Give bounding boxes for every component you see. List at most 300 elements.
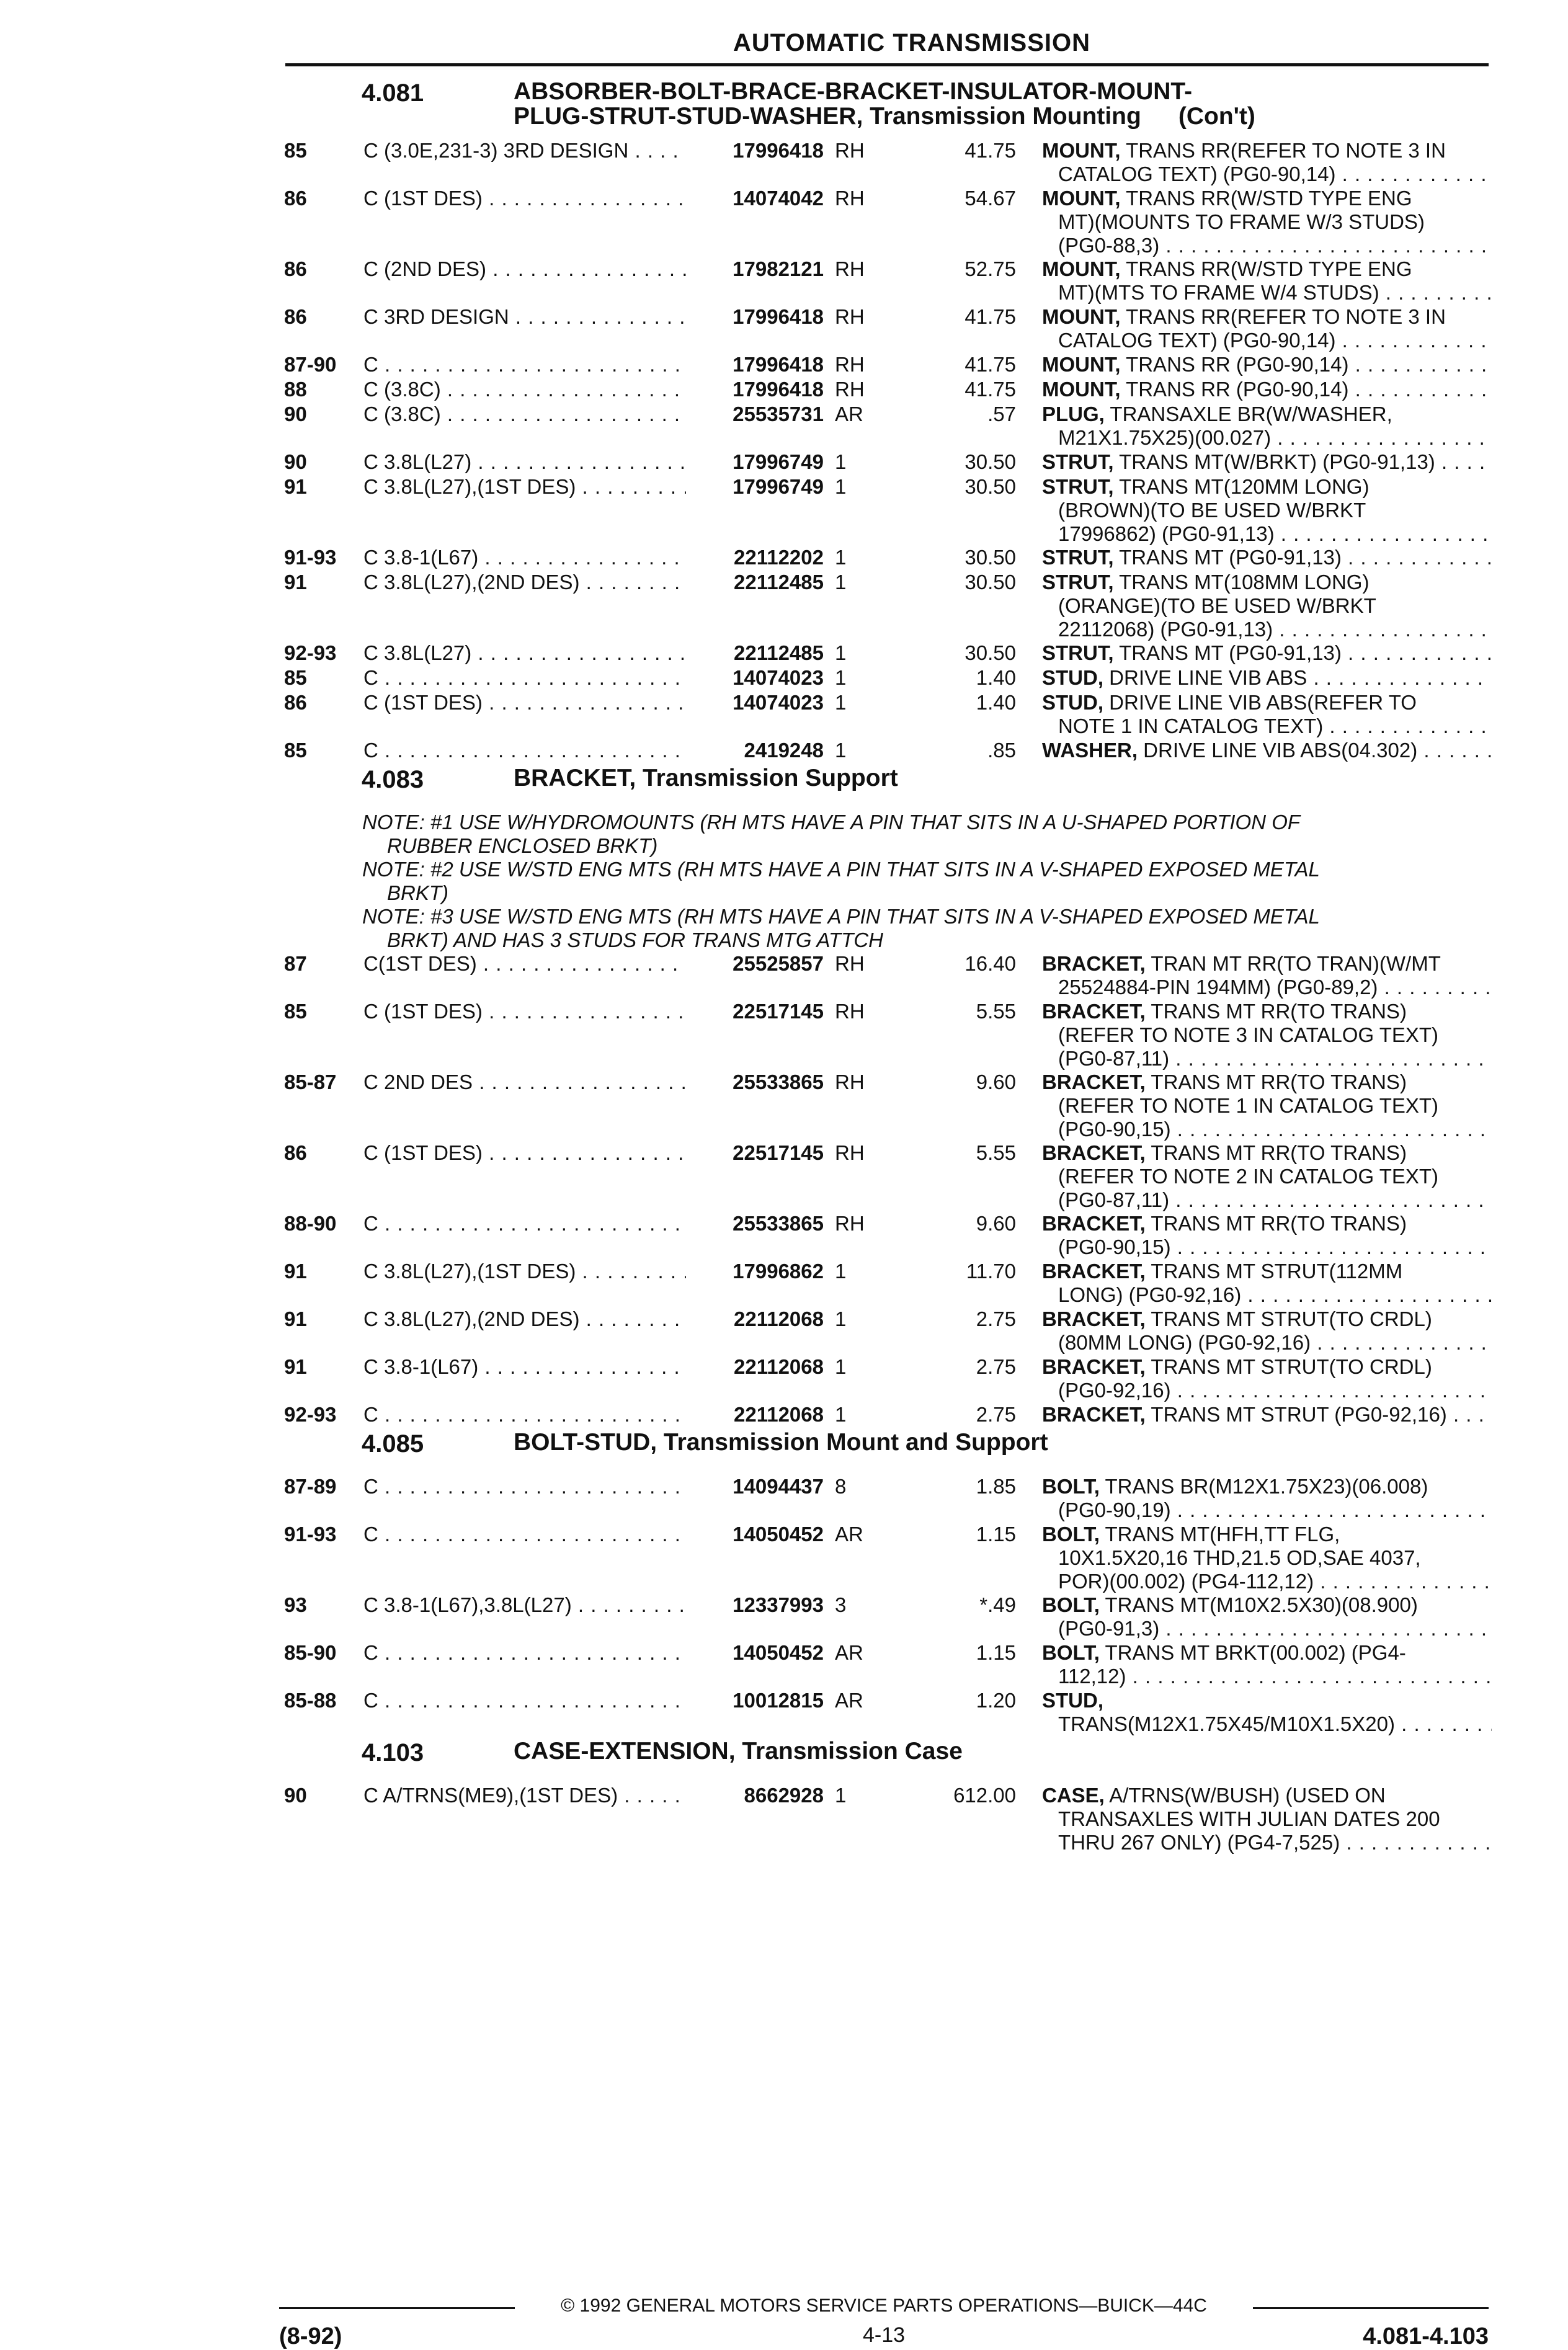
part-name [1042,1593,1492,1640]
table-row [284,1307,1494,1355]
part-name-text: (PG0-92,16) [1058,1379,1171,1402]
part-name-line [1042,618,1492,641]
model-year: 91 [284,571,307,594]
part-number: 22112485 [733,641,824,664]
note-line: NOTE: #1 USE W/HYDROMOUNTS (RH MTS HAVE A PIN THAT SITS IN A U-SHAPED PORTION OF [362,811,1301,834]
part-name-text: TRANS MT(W/BRKT) (PG0-91,13) [1113,450,1435,473]
table-row [284,1212,1494,1260]
part-name-line [1042,499,1492,522]
application-description: C 3.8L(L27) . . . [363,450,686,474]
quantity: RH [835,187,865,210]
table-row [284,691,1494,739]
part-name [1042,1000,1492,1070]
table-row [284,1784,1494,1854]
application-description: C A/TRNS(ME9),(1ST DES) . . . [363,1784,686,1807]
part-name-text: (PG0-91,3) [1058,1617,1160,1640]
model-year: 92-93 [284,641,337,664]
part-name-text: M21X1.75X25)(00.027) [1058,426,1272,449]
part-number: 22112068 [733,1355,824,1378]
model-year: 91-93 [284,546,337,569]
quantity: 1 [835,1403,847,1426]
part-number: 25535731 [733,403,824,425]
part-name [1042,1475,1492,1522]
quantity: RH [835,353,865,376]
page-title: AUTOMATIC TRANSMISSION [733,29,1091,56]
part-name-keyword: BOLT, [1042,1475,1100,1498]
part-number: 22112068 [733,1403,824,1426]
price: 30.50 [964,571,1016,594]
price: 1.85 [976,1475,1016,1498]
price: 30.50 [964,546,1016,569]
part-name-line [1042,1260,1492,1283]
application-description: C . . . [363,1523,686,1546]
part-number: 22112068 [733,1307,824,1330]
part-name-line [1042,1570,1492,1593]
application-description: C . . . [363,1403,686,1426]
part-name-keyword: MOUNT, [1042,139,1121,162]
price: 5.55 [976,1141,1016,1164]
part-name-text: (REFER TO NOTE 1 IN CATALOG TEXT) [1058,1094,1439,1117]
price: 30.50 [964,450,1016,473]
part-name-line [1042,571,1492,594]
price: 9.60 [976,1070,1016,1093]
part-name-keyword: BOLT, [1042,1641,1100,1664]
section-number: 4.085 [362,1430,424,1458]
part-name-text: 17996862) (PG0-91,13) [1058,522,1275,545]
part-name [1042,1403,1492,1426]
part-name-keyword: BRACKET, [1042,1355,1146,1378]
part-number: 25533865 [733,1212,824,1235]
application-description: C . . . [363,1689,686,1712]
price: 52.75 [964,257,1016,280]
part-name-keyword: MOUNT, [1042,378,1121,401]
part-number: 14074023 [733,691,824,714]
part-name-line [1042,139,1492,162]
part-name-text: 10X1.5X20,16 THD,21.5 OD,SAE 4037, [1058,1546,1421,1569]
part-name-keyword: STRUT, [1042,571,1114,594]
part-name-text: TRANS RR(REFER TO NOTE 3 IN [1120,139,1446,162]
part-name-text: (PG0-90,15) [1058,1118,1171,1141]
model-year: 86 [284,305,307,328]
part-name-keyword: STRUT, [1042,641,1114,664]
part-name-line [1042,1212,1492,1235]
part-name-text: POR)(00.002) (PG4-112,12) [1058,1570,1314,1593]
part-name-keyword: BOLT, [1042,1523,1100,1546]
price: 41.75 [964,305,1016,328]
quantity: RH [835,139,865,162]
application-description: C . . . [363,739,686,762]
quantity: 1 [835,1260,847,1283]
part-name [1042,353,1492,376]
quantity: AR [835,1641,863,1664]
price: 30.50 [964,475,1016,498]
model-year: 86 [284,1141,307,1164]
part-name-text: TRANS(M12X1.75X45/M10X1.5X20) [1058,1712,1395,1735]
quantity: AR [835,403,863,425]
part-name-text: (REFER TO NOTE 2 IN CATALOG TEXT) [1058,1165,1439,1188]
footer-date: (8-92) [279,2323,342,2349]
model-year: 90 [284,1784,307,1807]
application-description: C (1ST DES) . . . [363,187,686,210]
part-name-line [1042,1188,1492,1212]
part-name-line [1042,546,1492,569]
part-name-keyword: BRACKET, [1042,952,1146,975]
application-description: C 3.8L(L27),(1ST DES) . . . [363,475,686,499]
application-description: C 3.8-1(L67),3.8L(L27) . . . [363,1593,686,1617]
model-year: 85 [284,739,307,762]
part-name-keyword: MOUNT, [1042,305,1121,328]
model-year: 87-90 [284,353,337,376]
section-title [514,1739,1494,1764]
part-name-line [1042,1593,1492,1617]
part-name-text: TRANS MT BRKT(00.002) (PG4- [1099,1641,1406,1664]
part-name-keyword: BRACKET, [1042,1403,1146,1426]
part-name-text: (REFER TO NOTE 3 IN CATALOG TEXT) [1058,1023,1439,1046]
section-title-line: PLUG-STRUT-STUD-WASHER, Transmission Mounting [514,103,1141,130]
quantity: RH [835,1212,865,1235]
quantity: RH [835,305,865,328]
table-row [284,952,1494,1000]
model-year: 91 [284,1307,307,1330]
section-title [514,1430,1494,1455]
quantity: 1 [835,691,847,714]
part-name-line [1042,1807,1492,1831]
part-name-text: TRANSAXLE BR(W/WASHER, [1104,403,1392,425]
part-name-keyword: BRACKET, [1042,1212,1146,1235]
part-name-line [1042,475,1492,499]
part-name-keyword: BRACKET, [1042,1000,1146,1023]
table-row [284,1593,1494,1641]
application-description: C (3.8C) . . . [363,403,686,426]
model-year: 91 [284,1260,307,1283]
table-row [284,1260,1494,1307]
part-name-line [1042,1118,1492,1141]
part-number: 25525857 [733,952,824,975]
part-number: 14050452 [733,1641,824,1664]
part-name-line [1042,1689,1492,1712]
application-description: C 3.8L(L27),(2ND DES) . . . [363,1307,686,1331]
part-number: 17996749 [733,475,824,498]
note-line: RUBBER ENCLOSED BRKT) [387,834,658,857]
part-name-line [1042,522,1492,546]
quantity: 1 [835,641,847,664]
quantity: 1 [835,666,847,689]
price: 1.40 [976,691,1016,714]
part-name [1042,546,1492,569]
part-name-line [1042,1165,1492,1188]
table-row [284,353,1494,378]
part-name-keyword: BRACKET, [1042,1307,1146,1330]
table-row [284,666,1494,691]
part-number: 2419248 [744,739,824,762]
quantity: 1 [835,1784,847,1807]
part-name-line [1042,666,1492,690]
table-row [284,739,1494,763]
part-name-keyword: STUD, [1042,691,1103,714]
part-name-line [1042,976,1492,999]
part-name-text: TRANS MT(HFH,TT FLG, [1099,1523,1340,1546]
part-name-line [1042,1617,1492,1640]
price: 41.75 [964,139,1016,162]
note-line: BRKT) AND HAS 3 STUDS FOR TRANS MTG ATTCH [387,928,883,951]
part-name-line [1042,1831,1492,1854]
quantity: 1 [835,1307,847,1330]
model-year: 91 [284,475,307,498]
part-number: 14074042 [733,187,824,210]
part-name [1042,187,1492,257]
part-name-text: CATALOG TEXT) (PG0-90,14) [1058,329,1336,352]
part-name-text: TRANS RR(W/STD TYPE ENG [1120,257,1412,280]
application-description: C . . . [363,666,686,690]
part-name [1042,571,1492,641]
part-name-line [1042,1523,1492,1546]
part-name-line [1042,1355,1492,1379]
model-year: 85-87 [284,1070,337,1093]
part-name-text: MT)(MTS TO FRAME W/4 STUDS) [1058,281,1379,304]
price: *.49 [979,1593,1016,1616]
part-number: 17982121 [733,257,824,280]
part-name [1042,1523,1492,1593]
part-name-text: (BROWN)(TO BE USED W/BRKT [1058,499,1366,522]
part-name [1042,1641,1492,1688]
table-row [284,1523,1494,1593]
section-number: 4.103 [362,1739,424,1766]
part-number: 17996749 [733,450,824,473]
application-description: C 3.8-1(L67) . . . [363,1355,686,1379]
section-number: 4.081 [362,79,424,107]
application-description: C . . . [363,1641,686,1665]
model-year: 91 [284,1355,307,1378]
part-name-text: (PG0-87,11) [1058,1047,1170,1070]
part-name [1042,257,1492,305]
part-name-keyword: BOLT, [1042,1593,1100,1616]
application-description: C (1ST DES) . . . [363,1141,686,1165]
part-name-line [1042,1023,1492,1047]
model-year: 85 [284,1000,307,1023]
model-year: 92-93 [284,1403,337,1426]
model-year: 86 [284,187,307,210]
part-name-line [1042,1094,1492,1118]
part-name-line [1042,426,1492,450]
part-name-line [1042,1784,1492,1807]
footer-copyright: © 1992 GENERAL MOTORS SERVICE PARTS OPERATIONS—BUICK—44C [279,2295,1489,2317]
quantity: AR [835,1689,863,1712]
part-number: 17996418 [733,353,824,376]
model-year: 88-90 [284,1212,337,1235]
part-name-line [1042,1641,1492,1665]
catalog-note [362,905,1466,952]
quantity: 1 [835,1355,847,1378]
price: .57 [987,403,1016,425]
part-number: 17996418 [733,378,824,401]
part-name-line [1042,378,1492,401]
part-name-line [1042,403,1492,426]
part-name-text: (PG0-90,15) [1058,1235,1171,1258]
table-row [284,450,1494,475]
model-year: 93 [284,1593,307,1616]
price: 16.40 [964,952,1016,975]
part-name-text: TRANS BR(M12X1.75X23)(06.008) [1099,1475,1428,1498]
part-name [1042,952,1492,999]
part-name-text: TRANS MT(108MM LONG) [1113,571,1370,594]
part-name-text: DRIVE LINE VIB ABS [1103,666,1307,689]
application-description: C (1ST DES) . . . [363,1000,686,1023]
part-name-keyword: STRUT, [1042,546,1114,569]
part-name-keyword: STUD, [1042,666,1103,689]
price: .85 [987,739,1016,762]
model-year: 90 [284,403,307,425]
part-name-keyword: MOUNT, [1042,257,1121,280]
part-name [1042,450,1492,474]
section-title [514,766,1494,791]
part-number: 25533865 [733,1070,824,1093]
note-line: BRKT) [387,881,448,904]
quantity: RH [835,1141,865,1164]
part-name-text: TRANS MT(120MM LONG) [1113,475,1370,498]
quantity: 3 [835,1593,847,1616]
section-title [514,79,1494,129]
price: 1.40 [976,666,1016,689]
part-name [1042,641,1492,665]
part-name-text: 25524884-PIN 194MM) (PG0-89,2) [1058,976,1378,999]
table-row [284,1641,1494,1689]
part-name-line [1042,691,1492,714]
part-name-text: TRANS RR (PG0-90,14) [1120,353,1349,376]
part-name [1042,1260,1492,1307]
part-name-line [1042,594,1492,618]
part-name-keyword: CASE, [1042,1784,1105,1807]
part-name-line [1042,1498,1492,1522]
part-name-text: TRANS MT(M10X2.5X30)(08.900) [1099,1593,1418,1616]
application-description: C . . . [363,1475,686,1498]
part-name-line [1042,257,1492,281]
part-name-line [1042,305,1492,329]
part-name-text: DRIVE LINE VIB ABS(REFER TO [1103,691,1417,714]
catalog-note [362,858,1466,905]
part-name [1042,739,1492,762]
application-description: C (1ST DES) . . . [363,691,686,714]
table-row [284,641,1494,666]
part-name-keyword: PLUG, [1042,403,1105,425]
part-name-line [1042,952,1492,976]
part-name-text: CATALOG TEXT) (PG0-90,14) [1058,162,1336,185]
part-name-line [1042,353,1492,376]
part-number: 12337993 [733,1593,824,1616]
footer-section-range: 4.081-4.103 [1363,2323,1489,2349]
page-header [285,22,1489,66]
part-number: 8662928 [744,1784,824,1807]
part-name [1042,475,1492,546]
part-name [1042,305,1492,352]
application-description: C (3.0E,231-3) 3RD DESIGN . . . [363,139,686,162]
model-year: 87 [284,952,307,975]
part-name [1042,691,1492,738]
table-row [284,571,1494,641]
part-name-line [1042,1403,1492,1426]
part-number: 22517145 [733,1000,824,1023]
part-name-text: TRAN MT RR(TO TRAN)(W/MT [1145,952,1441,975]
part-name-line [1042,1712,1492,1736]
part-name [1042,1784,1492,1854]
part-name-text: (PG0-88,3) [1058,234,1160,257]
part-name-line [1042,1331,1492,1355]
section-continued-label: (Con't) [1178,103,1255,130]
section-title-line: CASE-EXTENSION, Transmission Case [514,1738,963,1765]
part-name-text: TRANS MT RR(TO TRANS) [1145,1141,1407,1164]
part-number: 14094437 [733,1475,824,1498]
parts-listing [284,77,1494,1854]
section-heading [284,1737,1494,1784]
part-number: 22112202 [733,546,824,569]
part-name-text: 22112068) (PG0-91,13) [1058,618,1273,641]
table-row [284,378,1494,403]
part-name-text: LONG) (PG0-92,16) [1058,1283,1242,1306]
price: 612.00 [953,1784,1016,1807]
application-description: C (2ND DES) . . . [363,257,686,281]
table-row [284,546,1494,571]
section-title-line: BRACKET, Transmission Support [514,765,898,791]
quantity: RH [835,952,865,975]
part-number: 14074023 [733,666,824,689]
application-description: C (3.8C) . . . [363,378,686,401]
price: 1.15 [976,1523,1016,1546]
part-name-line [1042,329,1492,352]
part-name-text: A/TRNS(W/BUSH) (USED ON [1104,1784,1386,1807]
note-line: NOTE: #2 USE W/STD ENG MTS (RH MTS HAVE A PIN THAT SITS IN A V-SHAPED EXPOSED METAL [362,858,1320,881]
price: 9.60 [976,1212,1016,1235]
part-name-line [1042,641,1492,665]
model-year: 85-88 [284,1689,337,1712]
quantity: 1 [835,546,847,569]
part-name [1042,1070,1492,1141]
part-name-text: TRANS MT STRUT(112MM [1145,1260,1403,1283]
price: 41.75 [964,353,1016,376]
application-description: C . . . [363,1212,686,1235]
part-name-text: TRANS MT RR(TO TRANS) [1145,1070,1407,1093]
part-name-text: TRANSAXLES WITH JULIAN DATES 200 [1058,1807,1440,1830]
part-name-text: NOTE 1 IN CATALOG TEXT) [1058,714,1324,737]
footer-page-number: 4-13 [862,2323,906,2347]
part-name-line [1042,1141,1492,1165]
part-name-line [1042,714,1492,738]
section-heading [284,1428,1494,1475]
application-description: C 2ND DES . . . [363,1070,686,1094]
part-name-text: 112,12) [1058,1665,1126,1688]
part-name-line [1042,234,1492,257]
quantity: RH [835,378,865,401]
part-name-text: THRU 267 ONLY) (PG4-7,525) [1058,1831,1340,1854]
part-name-keyword: STRUT, [1042,450,1114,473]
part-name-keyword: BRACKET, [1042,1141,1146,1164]
table-row [284,475,1494,546]
quantity: AR [835,1523,863,1546]
part-name [1042,403,1492,450]
table-row [284,1070,1494,1141]
note-line: NOTE: #3 USE W/STD ENG MTS (RH MTS HAVE A PIN THAT SITS IN A V-SHAPED EXPOSED METAL [362,905,1320,928]
application-description: C 3.8L(L27),(1ST DES) . . . [363,1260,686,1283]
price: 2.75 [976,1355,1016,1378]
part-name-text: (80MM LONG) (PG0-92,16) [1058,1331,1311,1354]
part-name-text: TRANS MT (PG0-91,13) [1113,546,1342,569]
part-name-line [1042,281,1492,305]
quantity: RH [835,1000,865,1023]
part-name-text: TRANS RR(REFER TO NOTE 3 IN [1120,305,1446,328]
part-number: 17996862 [733,1260,824,1283]
part-name-keyword: MOUNT, [1042,353,1121,376]
price: 30.50 [964,641,1016,664]
application-description: C 3.8-1(L67) . . . [363,546,686,569]
section-heading [284,77,1494,139]
